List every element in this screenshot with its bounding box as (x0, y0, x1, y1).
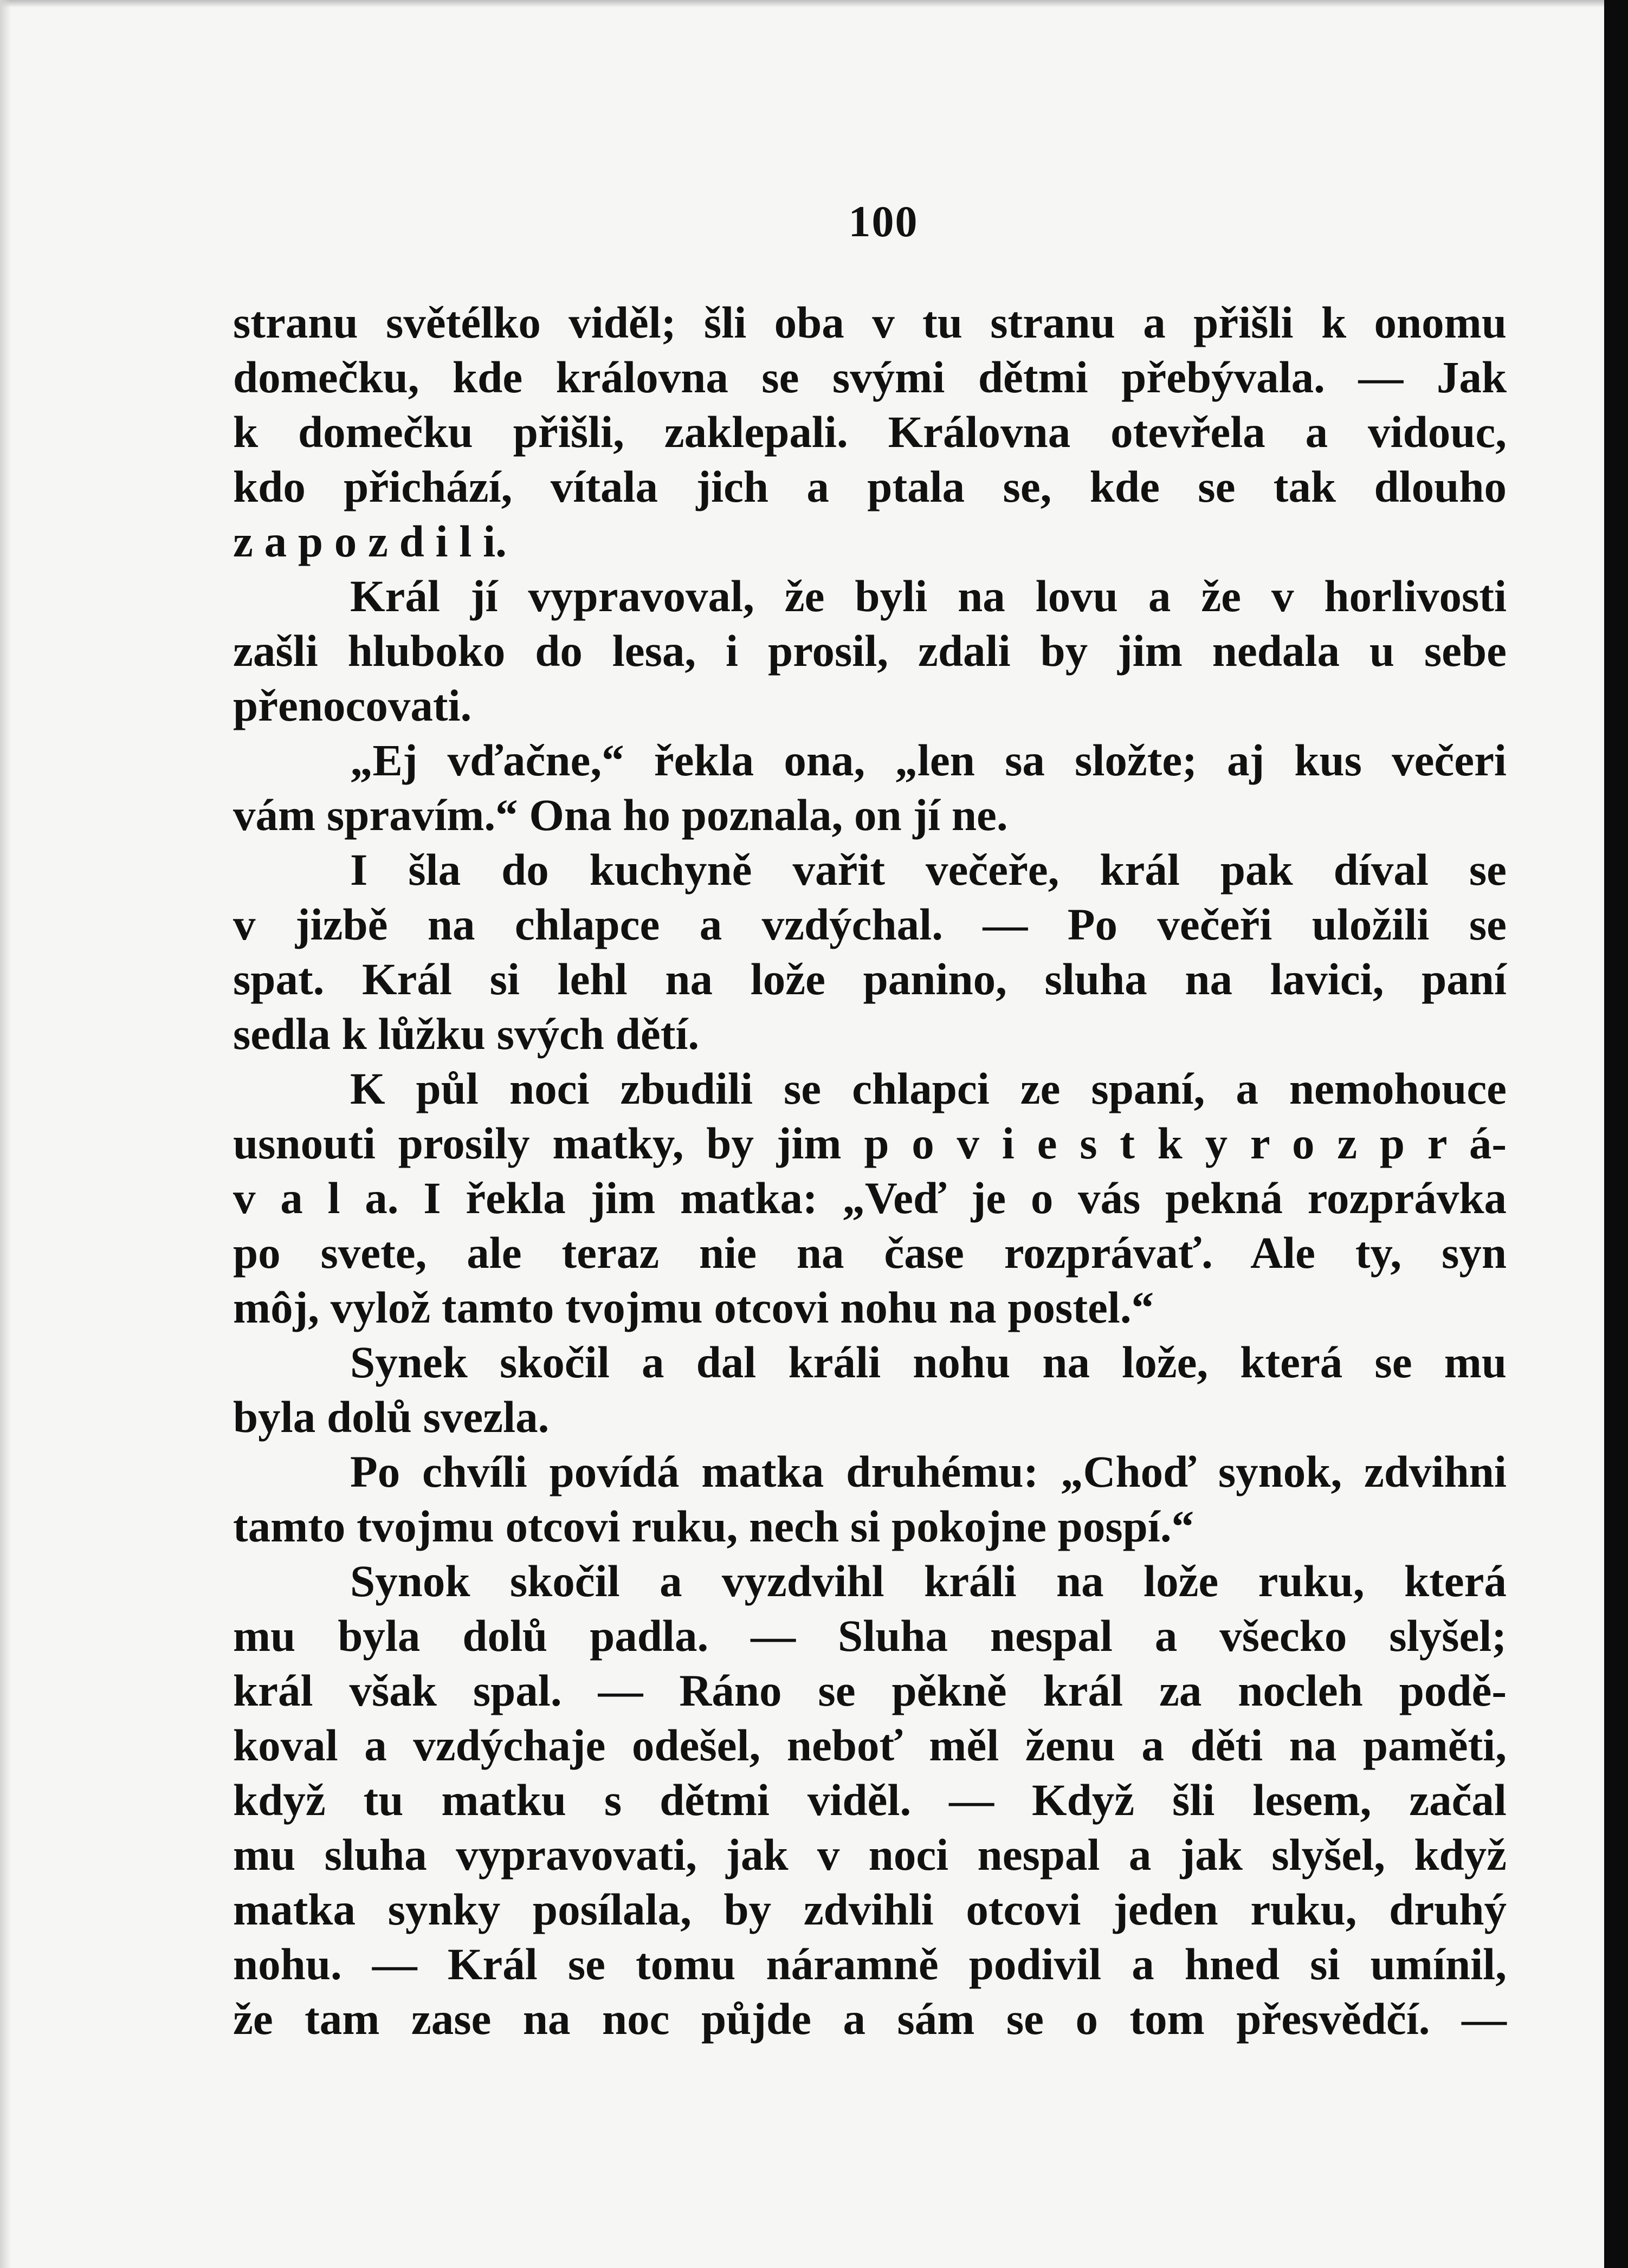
text-line: sedla k lůžku svých dětí. (233, 1009, 700, 1059)
text-line: môj, vylož tamto tvojmu otcovi nohu na postel.“ (233, 1282, 1154, 1332)
text-line: mu byla dolů padla. — Sluha nespal a všecko slyšel; (233, 1611, 1507, 1661)
text-line: spat. Král si lehl na lože panino, sluha na lavici, paní (233, 954, 1507, 1004)
text-line: mu sluha vypravovati, jak v noci nespal a jak slyšel, když (233, 1830, 1507, 1880)
text-line: Synek skočil a dal králi nohu na lože, která se mu (350, 1337, 1507, 1387)
text-line: král však spal. — Ráno se pěkně král za nocleh podě- (233, 1666, 1507, 1715)
text-line: z a p o z d i l i. (233, 516, 507, 566)
text-line: po svete, ale teraz nie na čase rozprávať. Ale ty, syn (233, 1228, 1507, 1278)
body-text (233, 295, 1507, 2046)
text-line: nohu. — Král se tomu náramně podivil a hned si umínil, (233, 1939, 1507, 1989)
text-line: když tu matku s dětmi viděl. — Když šli lesem, začal (233, 1775, 1507, 1825)
text-line: že tam zase na noc půjde a sám se o tom přesvědčí. — (233, 1994, 1507, 2044)
text-line: v a l a. I řekla jim matka: „Veď je o vás pekná rozprávka (233, 1173, 1507, 1223)
scan-top-shadow (0, 0, 1628, 8)
text-line: domečku, kde královna se svými dětmi přebývala. — Jak (233, 352, 1507, 402)
text-line: Král jí vypravoval, že byli na lovu a že v horlivosti (350, 571, 1507, 621)
text-line: zašli hluboko do lesa, i prosil, zdali by jim nedala u sebe (233, 626, 1507, 676)
scan-left-shadow (0, 0, 11, 2268)
text-line: tamto tvojmu otcovi ruku, nech si pokojne pospí.“ (233, 1501, 1194, 1551)
text-line: Po chvíli povídá matka druhému: „Choď synok, zdvihni (350, 1447, 1507, 1496)
text-line: „Ej vďačne,“ řekla ona, „len sa složte; aj kus večeri (350, 735, 1507, 785)
page-number: 100 (848, 197, 919, 246)
text-line: kdo přichází, vítala jich a ptala se, kde se tak dlouho (233, 462, 1507, 511)
text-line: k domečku přišli, zaklepali. Královna otevřela a vidouc, (233, 407, 1507, 457)
text-line: matka synky posílala, by zdvihli otcovi jeden ruku, druhý (233, 1884, 1507, 1934)
text-line: byla dolů svezla. (233, 1392, 550, 1442)
text-line: vám spravím.“ Ona ho poznala, on jí ne. (233, 790, 1008, 840)
text-line: usnouti prosily matky, by jim p o v i e s t k y r o z p r á- (233, 1118, 1507, 1168)
text-line: přenocovati. (233, 681, 472, 730)
text-line: K půl noci zbudili se chlapci ze spaní, a nemohouce (350, 1064, 1507, 1113)
text-line: Synok skočil a vyzdvihl králi na lože ruku, která (350, 1556, 1507, 1606)
text-line: v jizbě na chlapce a vzdýchal. — Po večeři uložili se (233, 899, 1507, 949)
text-line: I šla do kuchyně vařit večeře, král pak díval se (350, 845, 1507, 895)
scan-right-border (1604, 0, 1628, 2268)
text-line: stranu světélko viděl; šli oba v tu stranu a přišli k onomu (233, 297, 1507, 347)
text-line: koval a vzdýchaje odešel, neboť měl ženu a děti na paměti, (233, 1720, 1507, 1770)
